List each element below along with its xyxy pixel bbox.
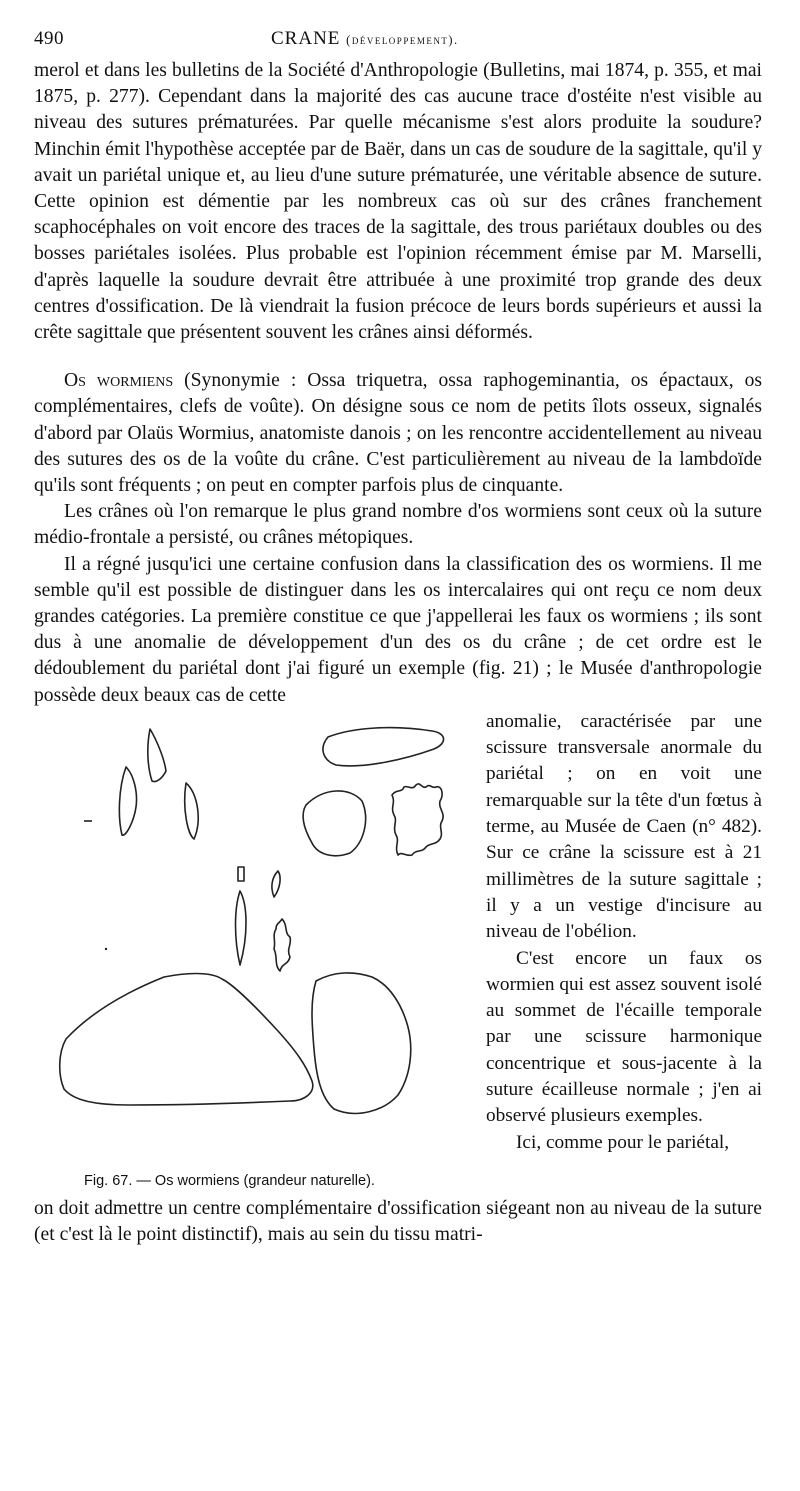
bone-outline-12 bbox=[312, 973, 411, 1114]
paragraph-pariétal-start: Ici, comme pour le pariétal, bbox=[516, 1131, 730, 1153]
bone-outline-5 bbox=[303, 791, 365, 856]
figure-67 bbox=[34, 709, 482, 1196]
bone-outline-2 bbox=[119, 767, 136, 835]
paragraph-ossification: merol et dans les bulletins de la Société d'Anthropologie (Bulletins, mai 1874, p. 355, et mai 1875, p. 277). Cependant dans la majorité des cas aucune trace d'ostéite n'est visible au niveau des sutures prématurées. Par quelle mécanisme s'est alors produite la soudure? Minchin émit l'hypothèse acceptée par de Baër, dans un cas de soudure de la sagittale, qu'il y avait un pariétal unique et, au lieu d'une suture prématurée, une véritable absence de suture. Cette opinion est démentie par les nombreux cas où sur des crânes franchement scaphocéphales on voit encore des traces de la sagittale, des trous pariétaux doubles ou des bosses pariétales isolées. Plus probable est l'opinion récemment émise par M. Marselli, d'après laquelle la soudure devrait être attribuée à une proximité trop grande des deux centres d'ossification. De là viendrait la fusion précoce de leurs bords supérieurs et aussi la crête sagittale que présentent souvent les crânes ainsi déformés. bbox=[34, 60, 762, 344]
bone-outline-8 bbox=[272, 871, 280, 897]
bone-outline-6 bbox=[392, 784, 443, 856]
bone-outline-9 bbox=[236, 891, 247, 965]
running-title-main: CRANE bbox=[271, 28, 341, 49]
bone-outline-1 bbox=[148, 729, 166, 782]
paragraph-faux-os-wormien: C'est encore un faux os wormien qui est assez souvent isolé au sommet de l'écaille temporale par une scissure harmonique concentrique et sous-jacente à la suture écailleuse normale ; j'en ai observé plusieurs exemples. bbox=[486, 947, 762, 1127]
figure-caption: Fig. 67. — Os wormiens (grandeur naturelle). bbox=[84, 1172, 375, 1189]
speck bbox=[105, 948, 107, 950]
paragraph-metopiques: Les crânes où l'on remarque le plus grand nombre d'os wormiens sont ceux où la suture médio-frontale a persisté, ou crânes métopiques. bbox=[34, 501, 762, 549]
term-os-wormiens: Os wormiens bbox=[64, 370, 174, 392]
bone-outline-10 bbox=[274, 919, 290, 971]
paragraph-os-wormiens-text: (Synonymie : Ossa triquetra, ossa raphogeminantia, os épactaux, os complémentaires, clefs de voûte). On désigne sous ce nom de petits îlots osseux, signalés d'abord par Olaüs Wormius, anatomiste danois ; on les rencontre accidentellement au niveau des sutures des os de la voûte du crâne. C'est particulièrement au niveau de la lambdoïde qu'ils sont fréquents ; on peut en compter parfois plus de cinquante. bbox=[34, 370, 763, 497]
side-column bbox=[486, 709, 762, 1156]
bone-outline-4 bbox=[323, 728, 444, 766]
paragraph-os-wormiens-definition bbox=[34, 368, 762, 499]
running-header bbox=[34, 28, 762, 58]
bone-outline-11 bbox=[60, 973, 313, 1105]
running-title bbox=[271, 28, 459, 50]
paragraph-anomalie: anomalie, caractérisée par une scissure transversale anormale du pariétal ; on en voit une remarquable sur la tête d'un fœtus à terme, au Musée de Caen (n° 482). Sur ce crâne la scissure est à 21 millimètres de la suture sagittale ; il y a un vestige d'incisure au niveau de l'obélion. bbox=[486, 710, 762, 943]
wormian-bones-drawing bbox=[34, 709, 482, 1196]
bone-outline-3 bbox=[185, 783, 198, 839]
bone-outline-7 bbox=[238, 867, 244, 881]
page-number: 490 bbox=[34, 28, 64, 49]
figure-wrap-section bbox=[34, 709, 762, 1196]
paragraph-classification: Il a régné jusqu'ici une certaine confusion dans la classification des os wormiens. Il me semble qu'il est possible de distinguer dans les os intercalaires qui ont reçu ce nom deux grandes catégories. La première constitue ce que j'appellerai les faux os wormiens ; ils sont dus à une anomalie de développement d'un des os du crâne ; de cet ordre est le dédoublement du pariétal dont j'ai figuré un exemple (fig. 21) ; le Musée d'anthropologie possède deux beaux cas de cette bbox=[34, 553, 762, 706]
page bbox=[34, 28, 762, 1248]
paragraph-centre-complementaire: on doit admettre un centre complémentaire d'ossification siégeant non au niveau de la suture (et c'est là le point distinctif), mais au sein du tissu matri- bbox=[34, 1197, 762, 1246]
running-title-sub: (développement). bbox=[346, 33, 459, 47]
